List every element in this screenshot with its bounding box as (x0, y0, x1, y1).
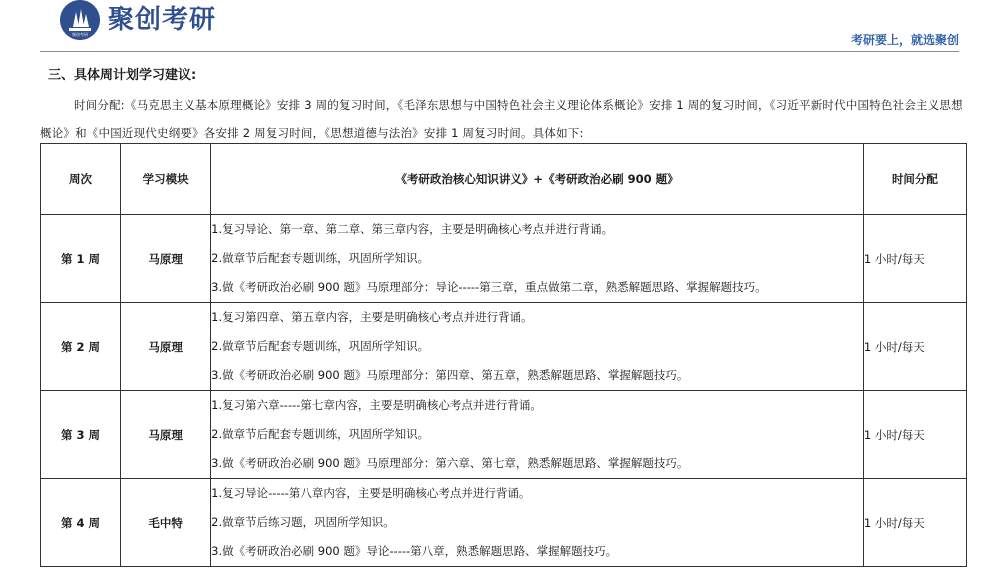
content-cell (211, 303, 864, 391)
weekly-plan-table (40, 143, 967, 567)
time-cell: 1 小时/每天 (863, 303, 966, 391)
brand-name: 聚创考研 (108, 5, 217, 35)
content-cell (211, 391, 864, 479)
logo-emblem-icon (60, 0, 100, 40)
plan-item: 2.做章节后配套专题训练，巩固所学知识。 (211, 339, 430, 353)
module-cell: 马原理 (121, 303, 211, 391)
plan-item: 1.复习第四章、第五章内容，主要是明确核心考点并进行背诵。 (211, 310, 533, 324)
table-row (41, 479, 967, 567)
plan-item: 2.做章节后配套专题训练，巩固所学知识。 (211, 251, 430, 265)
module-cell: 毛中特 (121, 479, 211, 567)
content-cell (211, 479, 864, 567)
plan-item: 1.复习导论-----第八章内容，主要是明确核心考点并进行背诵。 (211, 486, 531, 500)
plan-item: 1.复习导论、第一章、第二章、第三章内容，主要是明确核心考点并进行背诵。 (211, 222, 614, 236)
module-cell: 马原理 (121, 391, 211, 479)
plan-item: 3.做《考研政治必刷 900 题》导论-----第八章，熟悉解题思路、掌握解题技巧。 (211, 544, 618, 558)
module-cell: 马原理 (121, 215, 211, 303)
logo-caption: 聚创考研 (72, 32, 88, 37)
table-row (41, 303, 967, 391)
week-cell: 第 2 周 (41, 303, 121, 391)
plan-item: 3.做《考研政治必刷 900 题》马原理部分：导论-----第三章，重点做第二章，熟悉解题思路、掌握解题技巧。 (211, 280, 767, 294)
brand-logo (60, 0, 216, 40)
time-cell: 1 小时/每天 (863, 479, 966, 567)
plan-item: 3.做《考研政治必刷 900 题》马原理部分：第四章、第五章，熟悉解题思路、掌握解题技巧。 (211, 368, 689, 382)
plan-item: 2.做章节后配套专题训练，巩固所学知识。 (211, 427, 430, 441)
header-module: 学习模块 (121, 144, 211, 215)
header-divider (40, 51, 959, 52)
content-cell (211, 215, 864, 303)
header-slogan: 考研要上，就选聚创 (850, 33, 959, 47)
plan-item: 3.做《考研政治必刷 900 题》马原理部分：第六章、第七章，熟悉解题思路、掌握解题技巧。 (211, 456, 689, 470)
week-cell: 第 3 周 (41, 391, 121, 479)
week-cell: 第 4 周 (41, 479, 121, 567)
time-cell: 1 小时/每天 (863, 391, 966, 479)
table-row (41, 391, 967, 479)
plan-item: 1.复习第六章-----第七章内容，主要是明确核心考点并进行背诵。 (211, 398, 542, 412)
plan-item: 2.做章节后练习题，巩固所学知识。 (211, 515, 395, 529)
table-row (41, 215, 967, 303)
section-heading: 三、具体周计划学习建议: (48, 68, 197, 83)
week-cell: 第 1 周 (41, 215, 121, 303)
intro-paragraph: 时间分配:《马克思主义基本原理概论》安排 3 周的复习时间，《毛泽东思想与中国特色社会主义理论体系概论》安排 1 周的复习时间，《习近平新时代中国特色社会主义思想概论》和《中国近现代史纲要》各安排 2 周复习时间，《思想道德与法治》安排 1 周复习时间。具体如下: (40, 98, 963, 140)
header-time: 时间分配 (863, 144, 966, 215)
time-cell: 1 小时/每天 (863, 215, 966, 303)
header-content: 《考研政治核心知识讲义》+《考研政治必刷 900 题》 (211, 144, 864, 215)
header-week: 周次 (41, 144, 121, 215)
table-header-row (41, 144, 967, 215)
